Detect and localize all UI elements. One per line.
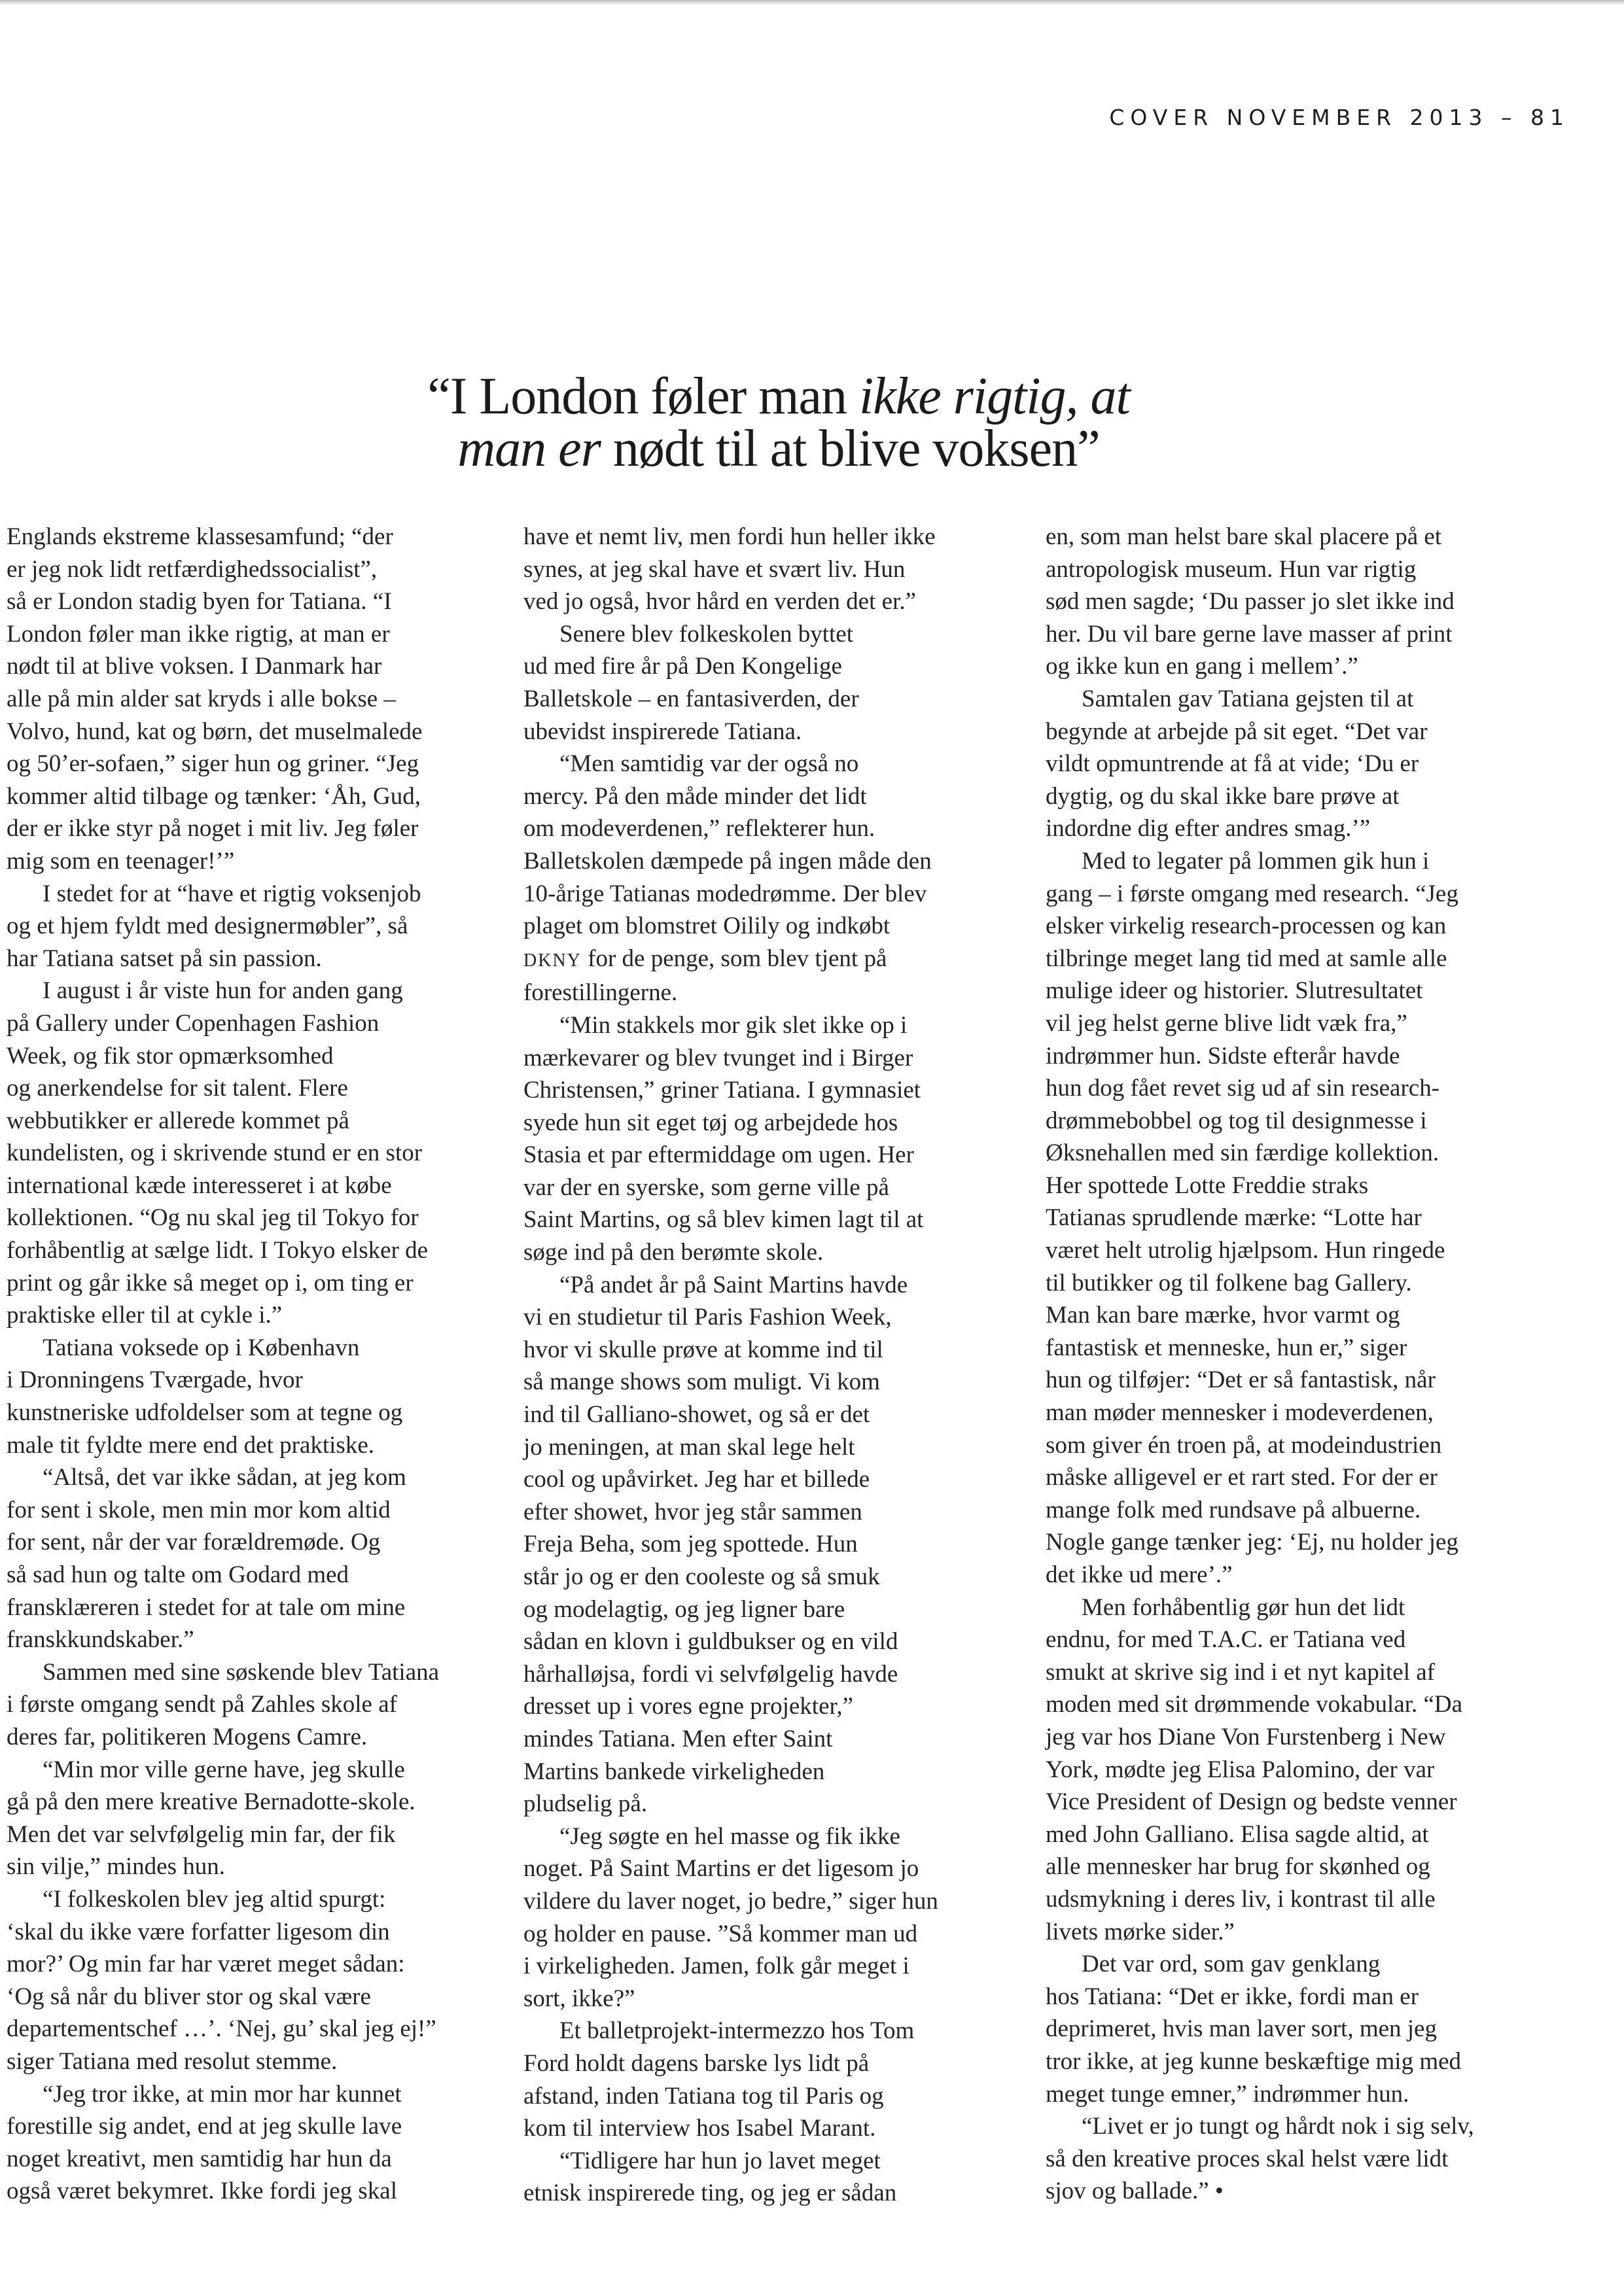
text-line: endnu, for med T.A.C. er Tatiana ved	[1046, 1626, 1406, 1654]
text-line: sådan en klovn i guldbukser og en vild	[523, 1628, 898, 1656]
text-line: fransklæreren i stedet for at tale om mine	[7, 1593, 406, 1621]
text-line: 10-årige Tatianas modedrømme. Der blev	[523, 880, 927, 907]
text-line: været helt utrolig hjælpsom. Hun ringede	[1046, 1237, 1445, 1264]
text-line: forestille sig andet, end at jeg skulle lave	[7, 2113, 402, 2140]
text-line: tror ikke, at jeg kunne beskæftige mig med	[1046, 2047, 1462, 2075]
text-line: hårhalløjsa, fordi vi selvfølgelig havde	[523, 1660, 898, 1688]
pull-quote-italic: ikke rigtig, at	[858, 368, 1130, 425]
text-line: kunstneriske udfoldelser som at tegne og	[7, 1399, 403, 1427]
text-line: siger Tatiana med resolut stemme.	[7, 2047, 338, 2075]
text-line: Vice President of Design og bedste venner	[1046, 1788, 1457, 1816]
text-line: mærkevarer og blev tvunget ind i Birger	[523, 1044, 913, 1071]
text-line: antropologisk museum. Hun var rigtig	[1046, 555, 1417, 583]
text-line: Week, og fik stor opmærksomhed	[7, 1042, 334, 1070]
text-line: det ikke ud mere’.”	[1046, 1561, 1233, 1588]
text-line: der er ikke styr på noget i mit liv. Jeg føler	[7, 815, 419, 843]
text-line: sød men sagde; ‘Du passer jo slet ikke ind	[1046, 588, 1455, 616]
text-line: syede hun sit eget tøj og arbejdede hos	[523, 1109, 898, 1136]
text-line: Senere blev folkeskolen byttet	[559, 620, 854, 648]
text-line: “Men samtidig var der også no	[559, 750, 859, 778]
text-line: etnisk inspirerede ting, og jeg er sådan	[523, 2180, 897, 2207]
text-line: “Tidligere har hun jo lavet meget	[559, 2147, 881, 2174]
pull-quote	[366, 368, 1191, 478]
text-line: forhåbentlig at sælge lidt. I Tokyo elsker de	[7, 1237, 429, 1264]
text-line: Stasia et par eftermiddage om ugen. Her	[523, 1141, 914, 1169]
text-line: “Jeg søgte en hel masse og fik ikke	[559, 1822, 900, 1850]
text-line: Samtalen gav Tatiana gejsten til at	[1082, 685, 1414, 712]
text-line: praktiske eller til at cykle i.”	[7, 1302, 283, 1329]
text-line: noget. På Saint Martins er det ligesom jo	[523, 1855, 919, 1883]
text-line: tilbringe meget lang tid med at samle alle	[1046, 945, 1447, 972]
text-line: måske alligevel er et rart sted. For der er	[1046, 1464, 1438, 1491]
text-line: så sad hun og talte om Godard med	[7, 1561, 349, 1588]
text-line: vildt opmuntrende at få at vide; ‘Du er	[1046, 750, 1419, 778]
text-line: Christensen,” griner Tatiana. I gymnasiet	[523, 1077, 921, 1104]
text-line: pludselig på.	[523, 1790, 648, 1818]
text-line: hun dog fået revet sig ud af sin research-	[1046, 1075, 1440, 1102]
text-line: hun og tilføjer: “Det er så fantastisk, når	[1046, 1366, 1436, 1394]
text-line: var der en syerske, som gerne ville på	[523, 1174, 889, 1201]
text-line: Englands ekstreme klassesamfund; “der	[7, 523, 393, 550]
text-line: York, mødte jeg Elisa Palomino, der var	[1046, 1756, 1435, 1783]
running-head: COVER NOVEMBER 2013 – 81	[1109, 105, 1570, 130]
text-line: Men forhåbentlig gør hun det lidt	[1082, 1593, 1405, 1621]
text-line: alle mennesker har brug for skønhed og	[1046, 1853, 1430, 1881]
text-line: moden med sit drømmende vokabular. “Da	[1046, 1691, 1463, 1718]
text-line: for sent i skole, men min mor kom altid	[7, 1496, 391, 1523]
text-line	[523, 943, 978, 977]
text-line: departementschef …’. ‘Nej, gu’ skal jeg ej!”	[7, 2015, 436, 2043]
text-line: ved jo også, hvor hård en verden det er.”	[523, 588, 917, 616]
text-line: have et nemt liv, men fordi hun heller ikke	[523, 523, 936, 550]
text-line: deres far, politikeren Mogens Camre.	[7, 1723, 368, 1750]
text-line: forestillingerne.	[523, 979, 678, 1007]
text-line: Sammen med sine søskende blev Tatiana	[43, 1658, 440, 1686]
text-line: Martins bankede virkeligheden	[523, 1758, 825, 1785]
text-line: Men det var selvfølgelig min far, der fik	[7, 1820, 396, 1848]
text-line: fantastisk et menneske, hun er,” siger	[1046, 1334, 1407, 1361]
text-line: “Min stakkels mor gik slet ikke op i	[559, 1011, 908, 1039]
page-top-edge	[0, 0, 1624, 5]
text-line: synes, at jeg skal have et svært liv. Hun	[523, 555, 906, 583]
text-line: indrømmer hun. Sidste efterår havde	[1046, 1042, 1400, 1070]
text-line: print og går ikke så meget op i, om ting er	[7, 1269, 414, 1296]
text-line: deprimeret, hvis man laver sort, men jeg	[1046, 2015, 1437, 2043]
text-line: og et hjem fyldt med designermøbler”, så	[7, 913, 408, 940]
text-line: ‘Og så når du bliver stor og skal være	[7, 1983, 371, 2010]
text-line: efter showet, hvor jeg står sammen	[523, 1498, 862, 1525]
text-line: gå på den mere kreative Bernadotte-skole.	[7, 1788, 415, 1816]
text-line: udsmykning i deres liv, i kontrast til alle	[1046, 1885, 1436, 1913]
text-line: sin vilje,” mindes hun.	[7, 1853, 225, 1881]
text-line: så er London stadig byen for Tatiana. “I	[7, 588, 392, 616]
text-line: mange folk med rundsave på albuerne.	[1046, 1496, 1421, 1523]
text-line: kundelisten, og i skrivende stund er en stor	[7, 1139, 423, 1167]
text-line: dresset up i vores egne projekter,”	[523, 1693, 853, 1720]
pull-quote-text: nødt til at blive voksen”	[600, 420, 1100, 478]
text-line: cool og upåvirket. Jeg har et billede	[523, 1466, 870, 1493]
text-line: jeg var hos Diane Von Furstenberg i New	[1046, 1723, 1446, 1750]
text-line: om modeverdenen,” reflekterer hun.	[523, 815, 875, 843]
text-line: franskkundskaber.”	[7, 1626, 194, 1654]
text-line: ubevidst inspirerede Tatiana.	[523, 718, 802, 745]
text-line: “Jeg tror ikke, at min mor har kunnet	[43, 2080, 402, 2108]
text-line: sjov og ballade.” •	[1046, 2178, 1224, 2205]
text-line: ud med fire år på Den Kongelige	[523, 653, 842, 680]
text-line: I stedet for at “have et rigtig voksenjob	[43, 880, 421, 907]
text-line: i virkeligheden. Jamen, folk går meget i	[523, 1953, 909, 1980]
text-line: jo meningen, at man skal lege helt	[523, 1433, 855, 1461]
text-line: international kæde interesseret i at købe	[7, 1172, 392, 1199]
text-line: til butikker og til folkene bag Gallery.	[1046, 1269, 1412, 1296]
text-line: mulige ideer og historier. Slutresultatet	[1046, 977, 1423, 1005]
text-line: og ikke kun en gang i mellem’.”	[1046, 653, 1358, 680]
text-line: ind til Galliano-showet, og så er det	[523, 1401, 870, 1429]
text-line: her. Du vil bare gerne lave masser af print	[1046, 620, 1453, 648]
text-line: I august i år viste hun for anden gang	[43, 977, 403, 1005]
text-line: kollektionen. “Og nu skal jeg til Tokyo for	[7, 1204, 419, 1232]
text-line: Freja Beha, som jeg spottede. Hun	[523, 1531, 858, 1558]
text-line: plaget om blomstret Oilily og indkøbt	[523, 913, 891, 940]
text-line: dygtig, og du skal ikke bare prøve at	[1046, 782, 1400, 810]
text-line: “Livet er jo tungt og hårdt nok i sig selv,	[1082, 2113, 1474, 2140]
article-column-3	[1046, 521, 1500, 2208]
text-line: noget kreativt, men samtidig har hun da	[7, 2145, 392, 2172]
text-line: begynde at arbejde på sit eget. “Det var	[1046, 718, 1428, 745]
text-line: “Min mor ville gerne have, jeg skulle	[43, 1756, 405, 1783]
pull-quote-line-2	[366, 420, 1191, 478]
text-line: sort, ikke?”	[523, 1985, 635, 2012]
text-line: Her spottede Lotte Freddie straks	[1046, 1172, 1369, 1199]
text-line: Det var ord, som gav genklang	[1082, 1951, 1381, 1978]
text-line: ‘skal du ikke være forfatter ligesom din	[7, 1918, 390, 1945]
text-line: og holder en pause. ”Så kommer man ud	[523, 1920, 918, 1947]
text-line: som giver én troen på, at modeindustrien	[1046, 1431, 1442, 1459]
pull-quote-italic: man er	[457, 420, 601, 478]
text-line: Man kan bare mærke, hvor varmt og	[1046, 1302, 1400, 1329]
small-caps-text: DKNY	[523, 950, 582, 971]
text-line: mercy. På den måde minder det lidt	[523, 782, 867, 810]
article-column-1	[7, 521, 461, 2208]
text-line: søge ind på den berømte skole.	[523, 1239, 824, 1266]
text-line: livets mørke sider.”	[1046, 1918, 1235, 1945]
article-column-2	[523, 521, 978, 2210]
text-line: står jo og er den cooleste og så smuk	[523, 1563, 880, 1590]
text-line: Ford holdt dagens barske lys lidt på	[523, 2049, 870, 2077]
text-line: Balletskole – en fantasiverden, der	[523, 685, 859, 712]
text-line: i Dronningens Tværgade, hvor	[7, 1366, 303, 1394]
text-line: indordne dig efter andres smag.’”	[1046, 815, 1371, 843]
text-line: Balletskolen dæmpede på ingen måde den	[523, 847, 932, 875]
text-line: Tatianas sprudlende mærke: “Lotte har	[1046, 1204, 1422, 1232]
text-line: Et balletprojekt-intermezzo hos Tom	[559, 2017, 915, 2045]
text-line: alle på min alder sat kryds i alle bokse –	[7, 685, 396, 712]
text-line: mindes Tatiana. Men efter Saint	[523, 1725, 833, 1752]
text-line: en, som man helst bare skal placere på et	[1046, 523, 1442, 550]
text-line: Øksnehallen med sin færdige kollektion.	[1046, 1139, 1439, 1167]
text-line: Nogle gange tænker jeg: ‘Ej, nu holder jeg	[1046, 1529, 1458, 1556]
text-line: vi en studietur til Paris Fashion Week,	[523, 1304, 892, 1331]
text-line: så mange shows som muligt. Vi kom	[523, 1368, 880, 1396]
text-line: kom til interview hos Isabel Marant.	[523, 2115, 876, 2142]
text-line: “Altså, det var ikke sådan, at jeg kom	[43, 1464, 406, 1491]
text-line: vildere du laver noget, jo bedre,” siger hun	[523, 1887, 938, 1915]
text-line: Tatiana voksede op i København	[43, 1334, 360, 1361]
text-line: male tit fyldte mere end det praktiske.	[7, 1431, 374, 1459]
text-line: drømmebobbel og tog til designmesse i	[1046, 1107, 1427, 1134]
text-line: så den kreative proces skal helst være lidt	[1046, 2145, 1449, 2172]
text-line: webbutikker er allerede kommet på	[7, 1107, 349, 1134]
text-line: elsker virkelig research-processen og kan	[1046, 913, 1447, 940]
text-line: og modelagtig, og jeg ligner bare	[523, 1595, 845, 1623]
text-line: i første omgang sendt på Zahles skole af	[7, 1691, 397, 1718]
text-line: og 50’er-sofaen,” siger hun og griner. “Jeg	[7, 750, 419, 778]
text-line: er jeg nok lidt retfærdighedssocialist”,	[7, 555, 378, 583]
text-line: Med to legater på lommen gik hun i	[1082, 847, 1430, 875]
text-line: smukt at skrive sig ind i et nyt kapitel af	[1046, 1658, 1435, 1686]
text-line: har Tatiana satset på sin passion.	[7, 945, 322, 972]
text-line: også været bekymret. Ikke fordi jeg skal	[7, 2178, 397, 2205]
pull-quote-text: “I London føler man	[427, 368, 859, 425]
text-line: afstand, inden Tatiana tog til Paris og	[523, 2082, 884, 2110]
pull-quote-line-1	[366, 370, 1191, 423]
text-line: Volvo, hund, kat og børn, det muselmalede	[7, 718, 423, 745]
text-line-rest: for de penge, som blev tjent på	[581, 945, 887, 972]
text-line: for sent, når der var forældremøde. Og	[7, 1529, 381, 1556]
text-line: Saint Martins, og så blev kimen lagt til at	[523, 1206, 924, 1234]
text-line: gang – i første omgang med research. “Jeg	[1046, 880, 1458, 907]
text-line: med John Galliano. Elisa sagde altid, at	[1046, 1820, 1429, 1848]
text-line: man møder mennesker i modeverdenen,	[1046, 1399, 1434, 1427]
text-line: hos Tatiana: “Det er ikke, fordi man er	[1046, 1983, 1419, 2010]
text-line: vil jeg helst gerne blive lidt væk fra,”	[1046, 1009, 1407, 1037]
text-line: “I folkeskolen blev jeg altid spurgt:	[43, 1885, 386, 1913]
text-line: på Gallery under Copenhagen Fashion	[7, 1009, 380, 1037]
text-line: hvor vi skulle prøve at komme ind til	[523, 1336, 883, 1363]
text-line: mig som en teenager!’”	[7, 847, 235, 875]
text-line: kommer altid tilbage og tænker: ‘Åh, Gud,	[7, 782, 421, 810]
text-line: og anerkendelse for sit talent. Flere	[7, 1075, 348, 1102]
text-line: mor?’ Og min far har været meget sådan:	[7, 1951, 405, 1978]
text-line: “På andet år på Saint Martins havde	[559, 1271, 908, 1298]
text-line: London føler man ikke rigtig, at man er	[7, 620, 390, 648]
text-line: nødt til at blive voksen. I Danmark har	[7, 653, 382, 680]
text-line: meget tunge emner,” indrømmer hun.	[1046, 2080, 1409, 2108]
